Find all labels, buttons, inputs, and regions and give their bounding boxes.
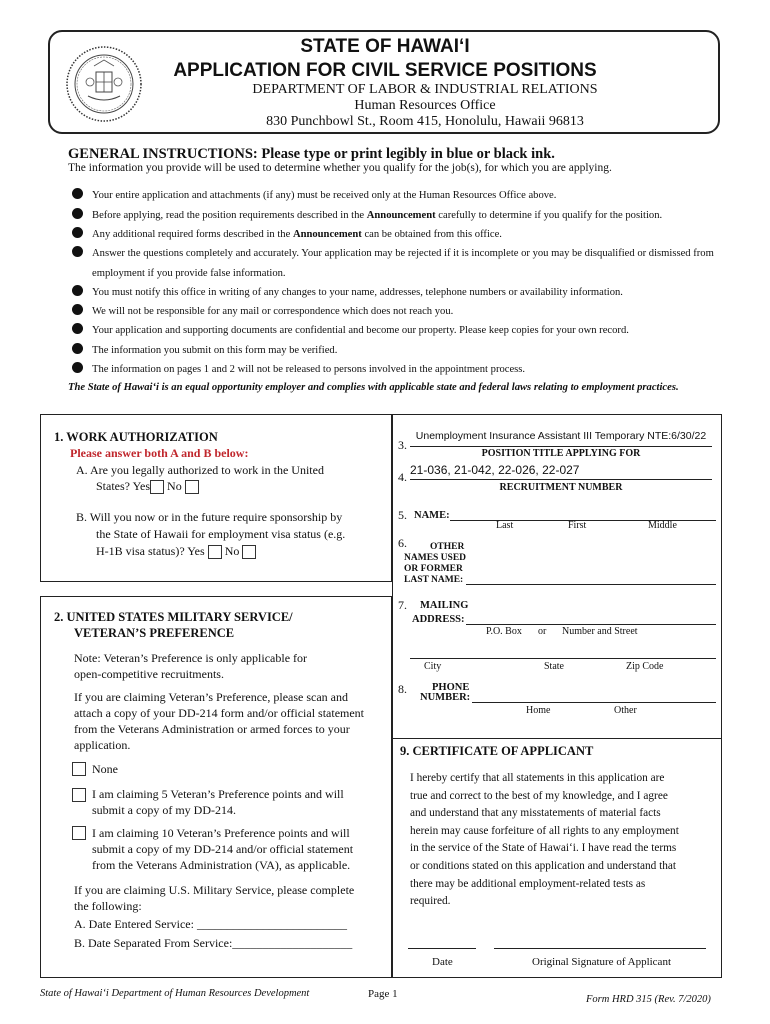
bullet-dot-icon: [72, 188, 83, 199]
po-box-label: P.O. Box: [486, 626, 522, 637]
question-a-text: A. Are you legally authorized to work in the United: [76, 463, 324, 477]
military-section-title: 2. UNITED STATES MILITARY SERVICE/: [54, 610, 293, 624]
bullet-text: The information on pages 1 and 2 will not be released to persons involved in the appointment process.: [92, 364, 526, 375]
last-name-label: Last: [496, 520, 514, 531]
bullet-dot-icon: [72, 343, 83, 354]
other-names-label: NAMES USED: [404, 553, 467, 563]
middle-name-label: Middle: [648, 520, 677, 531]
field-5-number: 5.: [398, 508, 407, 522]
bullet-text: can be obtained from this office.: [361, 229, 502, 240]
eeo-statement: The State of Hawai‘i is an equal opportunity employer and complies with applicable state and federal laws relating to employment practices.: [68, 382, 679, 393]
bullet-dot-icon: [72, 246, 83, 257]
bullet-text: We will not be responsible for any mail or correspondence which does not reach you.: [92, 306, 454, 317]
preference-10-points-label: I am claiming 10 Veteran’s Preference points and will: [92, 826, 350, 840]
no-label: No: [167, 479, 182, 493]
military-service-instructions: the following:: [74, 899, 142, 913]
zip-code-label: Zip Code: [626, 661, 664, 672]
other-names-input[interactable]: [466, 572, 716, 585]
no-label: No: [224, 544, 240, 558]
preference-10-points-label: submit a copy of my DD-214 and/or official statement: [92, 842, 354, 856]
bullet-dot-icon: [72, 285, 83, 296]
signature-date-input[interactable]: [408, 940, 476, 949]
position-title-label: POSITION TITLE APPLYING FOR: [481, 448, 641, 459]
bullet-dot-icon: [72, 362, 83, 373]
form-title: APPLICATION FOR CIVIL SERVICE POSITIONS: [173, 60, 597, 81]
date-entered-service-field[interactable]: A. Date Entered Service: _________________________: [74, 917, 347, 931]
street-label: Number and Street: [562, 626, 638, 637]
military-section-title: VETERAN’S PREFERENCE: [74, 626, 235, 640]
preference-5-points-label: I am claiming 5 Veteran’s Preference points and will: [92, 787, 344, 801]
bullet-dot-icon: [72, 323, 83, 334]
announcement-emphasis: Announcement: [292, 229, 362, 240]
certificate-line: and understand that any misstatements of material facts: [410, 807, 661, 820]
bullet-text: Your application and supporting documents are confidential and become our property. Please keep copies for your own record.: [92, 325, 629, 336]
preference-none-label: None: [92, 762, 118, 776]
question-b-yes-checkbox[interactable]: [208, 545, 222, 559]
veteran-claim-instructions: application.: [74, 738, 131, 752]
other-names-label: OTHER: [430, 542, 465, 552]
or-label: or: [538, 626, 547, 637]
date-label: Date: [432, 956, 453, 968]
certificate-line: there may be additional employment-related tests as: [410, 877, 646, 890]
preference-10-points-checkbox[interactable]: [72, 826, 86, 840]
first-name-label: First: [568, 520, 587, 531]
mailing-address-label: MAILING: [420, 600, 469, 611]
certificate-line: I hereby certify that all statements in this application are: [410, 772, 665, 784]
mailing-address-label: ADDRESS:: [412, 614, 465, 625]
street-address-input[interactable]: [466, 612, 716, 625]
bullet-text: Your entire application and attachments (if any) must be received only at the Human Resources Office above.: [92, 190, 557, 201]
question-b-no-checkbox[interactable]: [242, 545, 256, 559]
other-names-label: LAST NAME:: [404, 575, 464, 585]
veteran-note: Note: Veteran’s Preference is only applicable for: [74, 651, 308, 665]
signature-label: Original Signature of Applicant: [532, 956, 671, 968]
veteran-note: open-competitive recruitments.: [74, 667, 224, 681]
certificate-line: or conditions stated on this application and understand that: [410, 859, 677, 872]
form-title-state: STATE OF HAWAI‘I: [300, 36, 470, 57]
home-phone-label: Home: [526, 705, 551, 716]
question-a-yes-checkbox[interactable]: [150, 480, 164, 494]
bullet-dot-icon: [72, 208, 83, 219]
other-phone-label: Other: [614, 705, 637, 716]
announcement-emphasis: Announcement: [366, 210, 436, 221]
department-name: DEPARTMENT OF LABOR & INDUSTRIAL RELATIONS: [252, 82, 598, 97]
preference-5-points-checkbox[interactable]: [72, 788, 86, 802]
preference-10-points-label: from the Veterans Administration (VA), as applicable.: [92, 858, 351, 872]
position-title-input[interactable]: Unemployment Insurance Assistant III Temporary NTE:6/30/22: [410, 430, 712, 447]
preference-none-checkbox[interactable]: [72, 762, 86, 776]
recruitment-number-input[interactable]: [410, 463, 712, 480]
bullet-text: Answer the questions completely and accurately. Your application may be rejected if it is incomplete or you may be disqualified or dismissed from employment if you provide false information.: [92, 248, 714, 279]
preference-5-points-label: submit a copy of my DD-214.: [92, 803, 236, 817]
office-address: 830 Punchbowl St., Room 415, Honolulu, Hawaii 96813: [266, 114, 584, 129]
work-authorization-instruction: Please answer both A and B below:: [70, 446, 249, 460]
page-number: Page 1: [368, 988, 398, 1000]
veteran-claim-instructions: If you are claiming Veteran’s Preference, please scan and: [74, 690, 348, 704]
phone-number-label: PHONE: [432, 682, 470, 693]
footer-agency: State of Hawai‘i Department of Human Resources Development: [40, 988, 310, 999]
form-number: Form HRD 315 (Rev. 7/2020): [586, 994, 711, 1005]
city-label: City: [424, 661, 442, 672]
city-state-zip-input[interactable]: [410, 646, 716, 659]
phone-number-input[interactable]: [472, 690, 716, 703]
bullet-text: carefully to determine if you qualify for the position.: [435, 210, 663, 221]
bullet-text: Before applying, read the position requirements described in the: [92, 210, 367, 221]
recruitment-number-label: RECRUITMENT NUMBER: [499, 482, 623, 493]
bullet-text: Any additional required forms described in the: [92, 229, 293, 240]
question-b-label: H-1B visa status)?: [96, 544, 185, 558]
certificate-title: 9. CERTIFICATE OF APPLICANT: [400, 744, 594, 758]
field-7-number: 7.: [398, 598, 407, 612]
question-b-text: the State of Hawaii for employment visa status (e.g.: [96, 527, 346, 541]
phone-number-label: NUMBER:: [420, 692, 471, 703]
field-8-number: 8.: [398, 682, 407, 696]
yes-label: Yes: [187, 544, 205, 558]
yes-label: Yes: [132, 479, 151, 493]
bullet-dot-icon: [72, 304, 83, 315]
field-3-number: 3.: [398, 438, 407, 452]
recruitment-number-value: 21-036, 21-042, 22-026, 22-027: [410, 463, 580, 477]
question-b-text: B. Will you now or in the future require sponsorship by: [76, 510, 343, 524]
certificate-line: in the service of the State of Hawai‘i. I have read the terms: [410, 842, 677, 855]
bullet-dot-icon: [72, 227, 83, 238]
certificate-line: herein may cause forfeiture of all rights to any employment: [410, 824, 679, 837]
name-input[interactable]: [450, 506, 716, 521]
bullet-text: The information you submit on this form may be verified.: [92, 345, 338, 356]
question-b-text: [96, 543, 256, 559]
instructions-intro: The information you provide will be used to determine whether you qualify for the job(s), for which you are applying.: [68, 162, 612, 174]
certificate-line: true and correct to the best of my knowledge, and I agree: [410, 789, 668, 802]
question-a-no-checkbox[interactable]: [185, 480, 199, 494]
field-4-number: 4.: [398, 470, 407, 484]
veteran-claim-instructions: attach a copy of your DD-214 form and/or official statement: [74, 706, 365, 720]
other-names-label: OR FORMER: [404, 564, 463, 574]
question-a-text: [96, 478, 199, 494]
certificate-line: required.: [410, 895, 451, 908]
date-separated-service-field[interactable]: B. Date Separated From Service:____________________: [74, 936, 353, 950]
instructions-heading: GENERAL INSTRUCTIONS: Please type or print legibly in blue or black ink.: [68, 146, 555, 162]
veteran-claim-instructions: from the Veterans Administration or armed forces to your: [74, 722, 350, 736]
name-label: NAME:: [414, 510, 450, 521]
work-authorization-title: 1. WORK AUTHORIZATION: [54, 430, 218, 444]
question-a-label: States?: [96, 479, 130, 493]
bullet-text: You must notify this office in writing of any changes to your name, addresses, telephone numbers or availability information.: [92, 287, 623, 298]
field-6-number: 6.: [398, 536, 407, 550]
military-service-instructions: If you are claiming U.S. Military Service, please complete: [74, 883, 355, 897]
office-name: Human Resources Office: [354, 98, 496, 113]
signature-input[interactable]: [494, 940, 706, 949]
certificate-text: [410, 770, 712, 911]
state-label: State: [544, 661, 564, 672]
